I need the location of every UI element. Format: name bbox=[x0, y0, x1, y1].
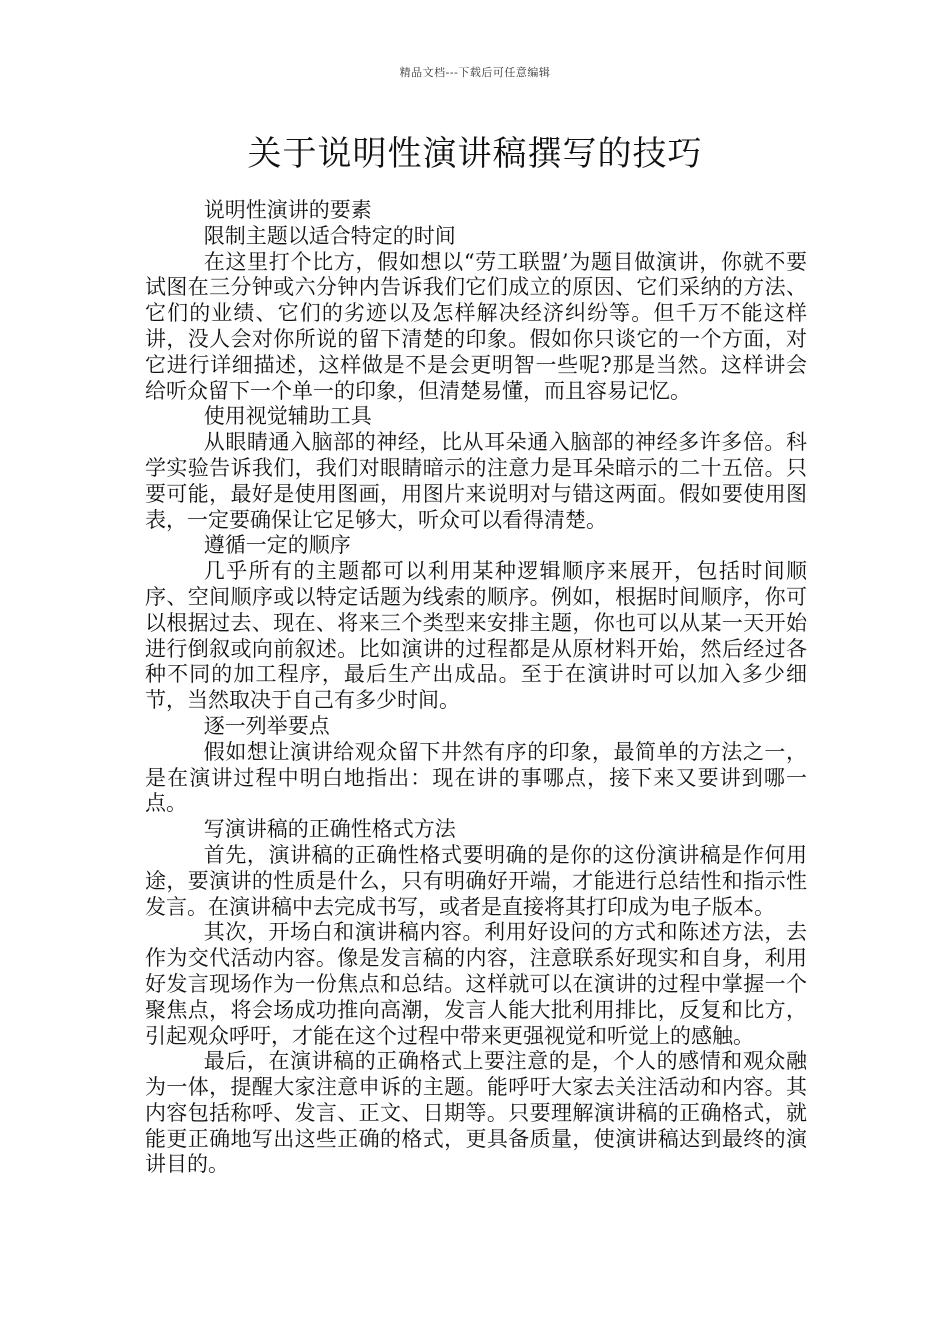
body-paragraph: 其次，开场白和演讲稿内容。利用好设问的方式和陈述方法，去作为交代活动内容。像是发言稿的内容，注意联系好现实和自身，利用好发言现场作为一份焦点和总结。这样就可以在演讲的过程中掌握一个聚焦点，将会场成功推向高潮，发言人能大批利用排比，反复和比方，引起观众呼吁，才能在这个过程中带来更强视觉和听觉上的感触。 bbox=[145, 920, 807, 1048]
body-paragraph: 从眼睛通入脑部的神经，比从耳朵通入脑部的神经多许多倍。科学实验告诉我们，我们对眼睛暗示的注意力是耳朵暗示的二十五倍。只要可能，最好是使用图画，用图片来说明对与错这两面。假如要使用图表，一定要确保让它足够大，听众可以看得清楚。 bbox=[145, 430, 807, 532]
body-paragraph: 首先，演讲稿的正确性格式要明确的是你的这份演讲稿是作何用途，要演讲的性质是什么，只有明确好开端，才能进行总结性和指示性发言。在演讲稿中去完成书写，或者是直接将其打印成为电子版本。 bbox=[145, 842, 807, 919]
section-heading: 写演讲稿的正确性格式方法 bbox=[203, 817, 456, 842]
section-heading: 逐一列举要点 bbox=[203, 713, 330, 738]
section-heading: 限制主题以适合特定的时间 bbox=[203, 223, 456, 248]
document-title: 关于说明性演讲稿撰写的技巧 bbox=[247, 134, 703, 174]
header-note: 精品文档---下载后可任意编辑 bbox=[399, 66, 551, 79]
section-heading: 说明性演讲的要素 bbox=[203, 198, 372, 222]
body-paragraph: 几乎所有的主题都可以利用某种逻辑顺序来展开，包括时间顺序、空间顺序或以特定话题为线索的顺序。例如，根据时间顺序，你可以根据过去、现在、将来三个类型来安排主题，你也可以从某一天开始进行倒叙或向前叙述。比如演讲的过程都是从原材料开始，然后经过各种不同的加工程序，最后生产出成品。至于在演讲时可以加入多少细节，当然取决于自己有多少时间。 bbox=[145, 559, 807, 713]
section-heading: 遵循一定的顺序 bbox=[203, 533, 351, 558]
body-paragraph: 在这里打个比方，假如想以“劳工联盟’为题目做演讲，你就不要试图在三分钟或六分钟内告诉我们它们成立的原因、它们采纳的方法、它们的业绩、它们的劣迹以及怎样解决经济纠纷等。但千万不能这样讲，没人会对你所说的留下清楚的印象。假如你只谈它的一个方面，对它进行详细描述，这样做是不是会更明智一些呢?那是当然。这样讲会给听众留下一个单一的印象，但清楚易懂，而且容易记忆。 bbox=[145, 249, 807, 403]
body-paragraph: 最后，在演讲稿的正确格式上要注意的是，个人的感情和观众融为一体，提醒大家注意申诉的主题。能呼吁大家去关注活动和内容。其内容包括称呼、发言、正文、日期等。只要理解演讲稿的正确格式，就能更正确地写出这些正确的格式，更具备质量，使演讲稿达到最终的演讲目的。 bbox=[145, 1049, 807, 1177]
body-paragraph: 假如想让演讲给观众留下井然有序的印象，最简单的方法之一，是在演讲过程中明白地指出：现在讲的事哪点，接下来又要讲到哪一点。 bbox=[145, 739, 807, 816]
section-heading: 使用视觉辅助工具 bbox=[203, 404, 372, 429]
document-body bbox=[145, 198, 807, 1178]
